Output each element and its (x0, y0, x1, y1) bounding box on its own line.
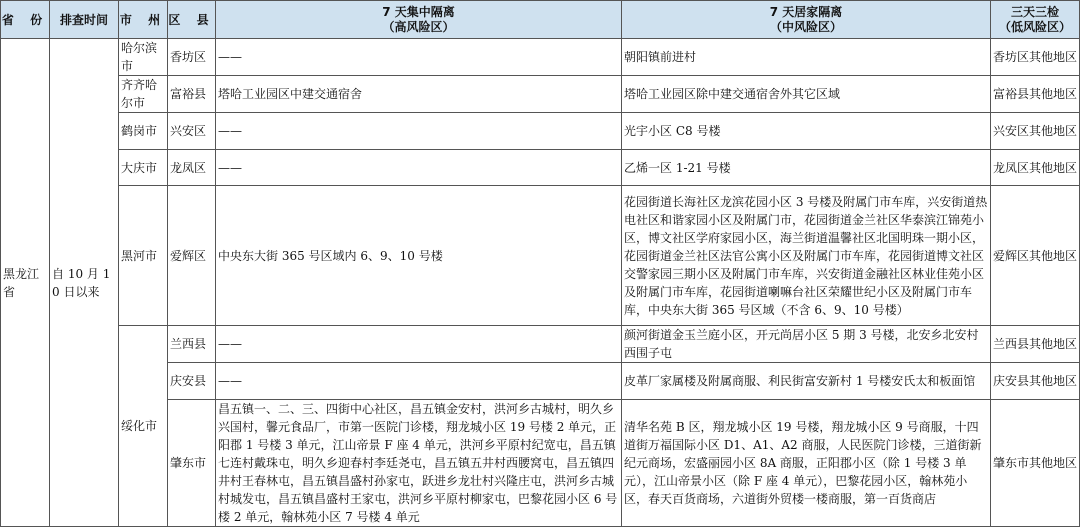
header-city: 市 州 (119, 1, 168, 39)
low-risk-cell: 香坊区其他地区 (991, 39, 1080, 76)
high-risk-cell: —— (216, 113, 622, 150)
header-county: 区 县 (168, 1, 216, 39)
high-risk-cell: 昌五镇一、二、三、四街中心社区，昌五镇金安村，洪河乡古城村，明久乡兴国村，馨元食品厂，市第一医院门诊楼，翔龙城小区 19 号楼 2 单元，正阳郡 1 号楼 3 单元，江山帝景 F 座 4 单元，洪河乡平原村纪宽屯，昌五镇七连村戴珠屯，明久乡迎春村李廷尧屯，昌五镇五井村西腰窝屯，昌五镇四井村王春林屯，昌五镇昌盛村孙家屯，跃进乡龙壮村兴隆庄屯，洪河乡古城村城发屯，昌五镇昌盛村王家屯，洪河乡平原村柳家屯，巴黎花园小区 6 号楼 2 单元，翰林苑小区 7 号楼 4 单元 (216, 400, 622, 527)
low-risk-cell: 庆安县其他地区 (991, 363, 1080, 400)
county-cell: 爱辉区 (168, 186, 216, 326)
mid-risk-cell: 塔哈工业园区除中建交通宿舍外其它区域 (622, 76, 991, 113)
low-risk-cell: 龙凤区其他地区 (991, 150, 1080, 186)
city-cell: 黑河市 (119, 186, 168, 326)
header-low-risk-title: 三天三检 (1010, 4, 1059, 19)
header-check-time: 排查时间 (50, 1, 119, 39)
county-cell: 香坊区 (168, 39, 216, 76)
low-risk-cell: 兴安区其他地区 (991, 113, 1080, 150)
county-cell: 龙凤区 (168, 150, 216, 186)
county-cell: 富裕县 (168, 76, 216, 113)
high-risk-cell: 中央东大街 365 号区域内 6、9、10 号楼 (216, 186, 622, 326)
high-risk-cell: —— (216, 150, 622, 186)
table-row (1, 39, 1080, 76)
mid-risk-cell: 朝阳镇前进村 (622, 39, 991, 76)
high-risk-cell: —— (216, 39, 622, 76)
mid-risk-cell: 皮革厂家属楼及附属商服、利民街富安新村 1 号楼安氏太和板面馆 (622, 363, 991, 400)
header-high-risk (216, 1, 622, 39)
mid-risk-cell: 乙烯一区 1-21 号楼 (622, 150, 991, 186)
high-risk-cell: —— (216, 326, 622, 363)
city-cell: 大庆市 (119, 150, 168, 186)
table-row (1, 326, 1080, 363)
city-cell: 绥化市 (119, 326, 168, 527)
table-row (1, 186, 1080, 326)
header-low-risk-sub: （低风险区） (998, 19, 1071, 34)
low-risk-cell: 爱辉区其他地区 (991, 186, 1080, 326)
header-high-risk-sub: （高风险区） (382, 19, 455, 34)
city-cell: 鹤岗市 (119, 113, 168, 150)
header-province: 省 份 (1, 1, 50, 39)
province-cell: 黑龙江省 (1, 39, 50, 527)
mid-risk-cell: 颜河街道金玉兰庭小区，开元尚居小区 5 期 3 号楼，北安乡北安村西围子屯 (622, 326, 991, 363)
header-mid-risk (622, 1, 991, 39)
header-mid-risk-title: 7 天居家隔离 (769, 4, 843, 19)
mid-risk-cell: 清华名苑 B 区，翔龙城小区 19 号楼，翔龙城小区 9 号商服，十四道街万福国际小区 D1、A1、A2 商服，人民医院门诊楼，三道街新纪元商场，宏盛丽园小区 8A 商服，正阳郡小区（除 1 号楼 3 单元），江山帝景小区（除 F 座 4 单元），巴黎花园小区，翰林苑小区，春天百货商场，六道街外贸楼一楼商服，第一百货商店 (622, 400, 991, 527)
header-mid-risk-sub: （中风险区） (769, 19, 842, 34)
header-high-risk-title: 7 天集中隔离 (382, 4, 455, 19)
low-risk-cell: 富裕县其他地区 (991, 76, 1080, 113)
high-risk-cell: —— (216, 363, 622, 400)
high-risk-cell: 塔哈工业园区中建交通宿舍 (216, 76, 622, 113)
mid-risk-cell: 花园街道长海社区龙滨花园小区 3 号楼及附属门市车库，兴安街道热电社区和谐家园小区及附属门市，花园街道金兰社区华泰滨江锦苑小区，博文社区学府家园小区，海兰街道温馨社区北国明珠一期小区，花园街道金兰社区法官公寓小区及附属门市车库，花园街道博文社区交警家园三期小区及附属门市车库，兴安街道金融社区林业佳苑小区及附属门市车库，花园街道喇嘛台社区荣耀世纪小区及附属门市车库，中央东大街 365 号区域（不含 6、9、10 号楼） (622, 186, 991, 326)
table-row (1, 113, 1080, 150)
city-cell: 哈尔滨市 (119, 39, 168, 76)
mid-risk-cell: 光宇小区 C8 号楼 (622, 113, 991, 150)
header-low-risk (991, 1, 1080, 39)
table-row (1, 76, 1080, 113)
low-risk-cell: 肇东市其他地区 (991, 400, 1080, 527)
county-cell: 兴安区 (168, 113, 216, 150)
county-cell: 肇东市 (168, 400, 216, 527)
county-cell: 兰西县 (168, 326, 216, 363)
low-risk-cell: 兰西县其他地区 (991, 326, 1080, 363)
county-cell: 庆安县 (168, 363, 216, 400)
check-time-cell: 自 10 月 10 日以来 (50, 39, 119, 527)
table-header-row (1, 1, 1080, 39)
city-cell: 齐齐哈尔市 (119, 76, 168, 113)
table-row (1, 150, 1080, 186)
